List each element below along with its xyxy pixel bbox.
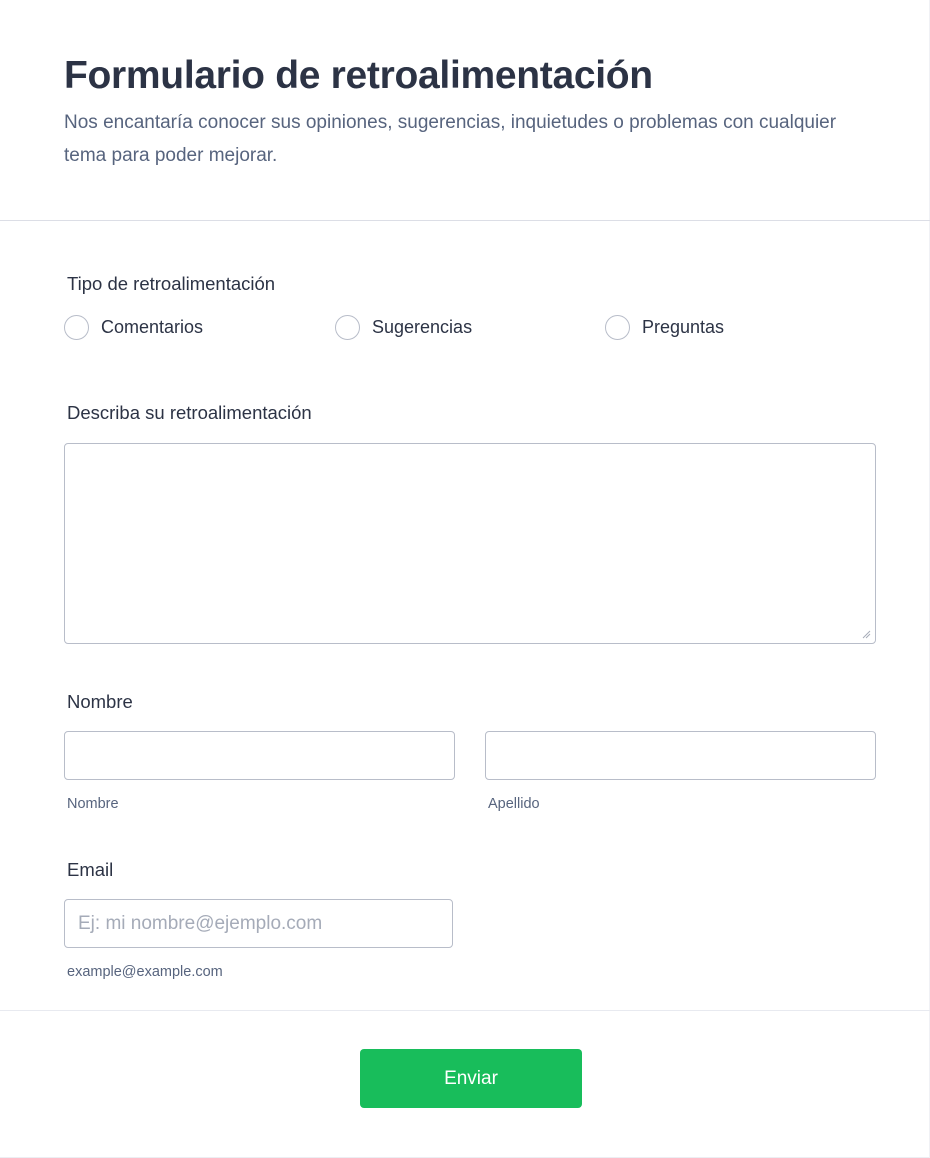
form-header bbox=[0, 0, 930, 221]
last-name-sublabel: Apellido bbox=[488, 796, 540, 812]
feedback-type-label: Tipo de retroalimentación bbox=[67, 273, 276, 294]
description-label: Describa su retroalimentación bbox=[67, 402, 312, 423]
email-sublabel: example@example.com bbox=[67, 964, 223, 980]
first-name-sublabel: Nombre bbox=[67, 796, 119, 812]
radio-preguntas[interactable] bbox=[605, 313, 724, 341]
radio-circle-icon[interactable] bbox=[335, 315, 360, 340]
first-name-input[interactable] bbox=[64, 731, 455, 780]
radio-circle-icon[interactable] bbox=[64, 315, 89, 340]
radio-label: Sugerencias bbox=[372, 316, 473, 337]
resize-handle-icon[interactable] bbox=[861, 629, 871, 639]
email-label: Email bbox=[67, 859, 114, 880]
radio-circle-icon[interactable] bbox=[605, 315, 630, 340]
feedback-type-radio-group bbox=[64, 313, 876, 341]
email-input[interactable] bbox=[64, 899, 453, 948]
footer-divider bbox=[0, 1010, 930, 1011]
submit-button[interactable]: Enviar bbox=[360, 1049, 582, 1108]
description-textarea[interactable] bbox=[64, 443, 876, 644]
radio-comentarios[interactable] bbox=[64, 313, 203, 341]
radio-label: Preguntas bbox=[642, 316, 725, 337]
radio-label: Comentarios bbox=[101, 316, 204, 337]
email-placeholder: Ej: mi nombre@ejemplo.com bbox=[78, 912, 323, 934]
last-name-input[interactable] bbox=[485, 731, 876, 780]
radio-sugerencias[interactable] bbox=[335, 313, 472, 341]
name-label: Nombre bbox=[67, 691, 133, 712]
page-title: Formulario de retroalimentación bbox=[64, 54, 653, 97]
page-subtitle: Nos encantaría conocer sus opiniones, sugerencias, inquietudes o problemas con cualquier tema para poder mejorar. bbox=[64, 112, 837, 166]
